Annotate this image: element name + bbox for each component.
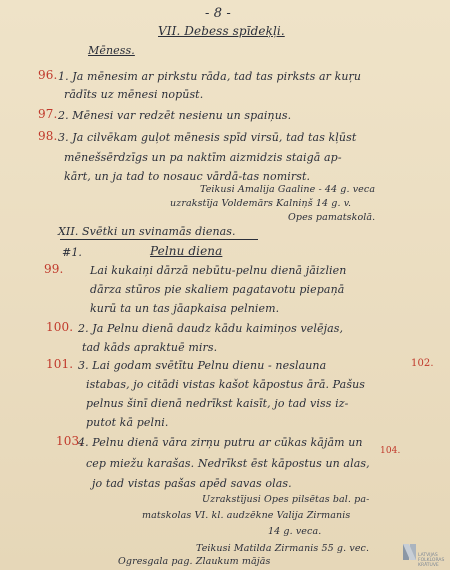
margin-number-inline: 104. [380, 446, 401, 456]
recorder-note: uzrakstīja Voldemārs Kalniņš 14 g. v. [170, 198, 352, 209]
margin-number: 97. [38, 107, 58, 121]
margin-number: 103. [56, 434, 84, 448]
recorder-note: matskolas VI. kl. audzēkne Valija Zirmanis [142, 510, 351, 521]
entry-line: pelnus šinī dienā nedrīkst kaisīt, jo tad viss iz- [86, 397, 349, 410]
teller-note: Teikusi Matilda Zirmanis 55 g. vec. [196, 543, 370, 554]
recorder-note: Uzrakstījusi Opes pilsētas bal. pa- [202, 494, 370, 505]
page-number: - 8 - [205, 6, 231, 21]
entry-line: 2. Ja Pelnu dienā daudz kādu kaimiņos velējas, [78, 322, 344, 335]
entry-line: dārza stūros pie skaliem pagatavotu piepaņā [90, 283, 345, 296]
archive-logo-text: LATVIJAS FOLKLORAS KRĀTUVE [418, 553, 445, 568]
entry-line: 2. Mēnesi var redzēt nesienu un spaiņus. [58, 109, 292, 122]
entry-line: jo tad vistas pašas apēd savas olas. [92, 477, 292, 490]
margin-number: 96. [38, 68, 58, 82]
entry-line: kurū ta un tas jāapkaisa pelniem. [90, 302, 280, 315]
margin-number-right: 102. [411, 358, 434, 369]
section-heading-moon: Mēness. [88, 44, 135, 57]
entry-line: 4. Pelnu dienā vāra zirņu putru ar cūkas kājām un [78, 436, 363, 449]
entry-line: tad kāds apraktuē mirs. [82, 341, 218, 354]
chapter-title: VII. Debess spīdeķļi. [158, 24, 285, 38]
margin-number: 100. [46, 320, 74, 334]
entry-line: putot kā pelni. [86, 416, 169, 429]
section-heading-holidays: XII. Svētki un svinamās dienas. [58, 225, 236, 238]
school-note: Opes pamatskolā. [288, 212, 376, 223]
footer-note: Ogresgala pag. Zlaukum mājās [118, 556, 271, 567]
entry-line: 3. Lai godam svētītu Pelnu dienu - neslauna [78, 359, 327, 372]
entry-line: 3. Ja cilvēkam guļot mēnesis spīd virsū, tad tas kļūst [58, 131, 357, 144]
entry-line: #1. [62, 246, 83, 259]
entry-line: istabas, jo citādi vistas kašot kāpostus ārā. Pašus [86, 378, 366, 391]
entry-line: kārt, un ja tad to nosauc vārdā-tas nomirst. [64, 170, 311, 183]
recorder-note: 14 g. veca. [268, 526, 322, 537]
entry-line: mēnešsērdzīgs un pa naktīm aizmidzis staigā ap- [64, 151, 342, 164]
entry-line: Lai kukaiņi dārzā nebūtu-pelnu dienā jāizlien [90, 264, 347, 277]
margin-number: 98. [38, 129, 58, 143]
margin-number: 101. [46, 357, 74, 371]
teller-note: Teikusi Amalija Gaaline - 44 g. veca [200, 184, 376, 195]
margin-number: 99. [44, 262, 64, 276]
entry-line: rādīts uz mēnesi nopūst. [64, 88, 204, 101]
heading-underline [60, 239, 258, 240]
entry-line: cep miežu karašas. Nedrīkst ēst kāpostus un alas, [86, 457, 370, 470]
subsection-heading: Pelnu diena [150, 244, 223, 258]
entry-line: 1. Ja mēnesim ar pirkstu rāda, tad tas pirksts ar kuŗu [58, 70, 362, 83]
